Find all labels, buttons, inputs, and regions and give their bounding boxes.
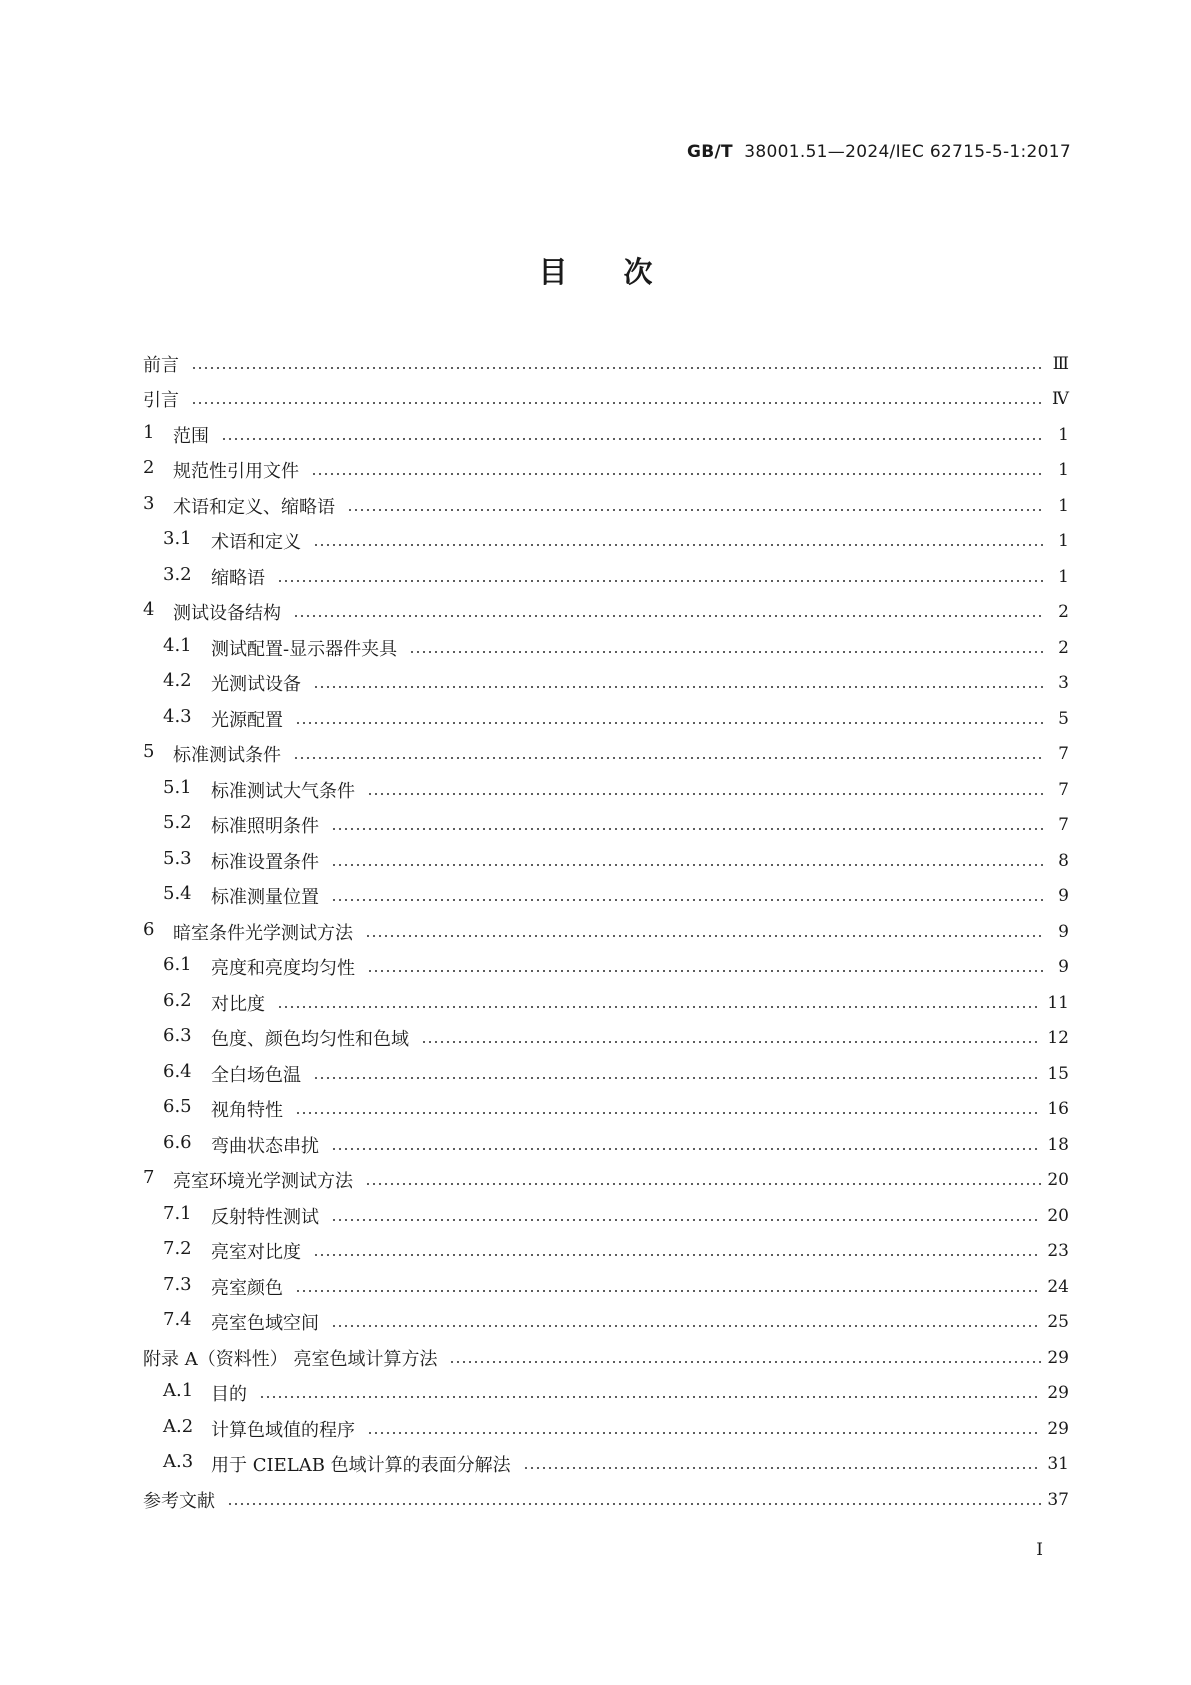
toc-entry-page: 31 (1047, 1454, 1069, 1475)
toc-entry[interactable] (143, 1376, 1069, 1412)
toc-leader-dots (367, 1432, 1041, 1434)
toc-entry-label (143, 1487, 221, 1513)
toc-entry-label (163, 1061, 307, 1087)
toc-entry-page: 1 (1058, 495, 1069, 516)
toc-entry-title: 暗室条件光学测试方法 (173, 922, 353, 944)
toc-entry-label (163, 1416, 361, 1442)
toc-entry[interactable] (143, 701, 1069, 737)
toc-entry[interactable] (143, 382, 1069, 418)
toc-entry-page: 24 (1047, 1276, 1069, 1297)
toc-entry-page: 1 (1058, 460, 1069, 481)
toc-entry-title: 术语和定义、缩略语 (173, 496, 335, 518)
toc-entry[interactable] (143, 1411, 1069, 1447)
toc-entry-page: 7 (1058, 779, 1069, 800)
toc-entry[interactable] (143, 879, 1069, 915)
toc-entry-page: 18 (1047, 1134, 1069, 1155)
toc-leader-dots (331, 1148, 1041, 1150)
toc-leader-dots (313, 1077, 1041, 1079)
toc-entry[interactable] (143, 1305, 1069, 1341)
toc-entry-title: 引言 (143, 390, 179, 412)
toc-entry[interactable] (143, 1092, 1069, 1128)
toc-entry[interactable] (143, 985, 1069, 1021)
toc-leader-dots (449, 1361, 1041, 1363)
toc-entry-title: 测试配置-显示器件夹具 (211, 638, 398, 660)
toc-entry-label (143, 741, 287, 767)
toc-entry-number: 5 (143, 741, 155, 763)
toc-entry-page: 2 (1058, 602, 1069, 623)
toc-entry-page: 7 (1058, 744, 1069, 765)
toc-entry-page: 1 (1058, 531, 1069, 552)
page-number: I (1036, 1540, 1043, 1560)
toc-leader-dots (367, 970, 1045, 972)
toc-leader-dots (293, 615, 1045, 617)
toc-leader-dots (331, 899, 1045, 901)
toc-entry[interactable] (143, 630, 1069, 666)
toc-entry-number: A.2 (163, 1415, 194, 1437)
toc-entry-title: 对比度 (211, 993, 265, 1015)
toc-entry-page: 16 (1047, 1099, 1069, 1120)
toc-entry-number: 4.3 (163, 705, 192, 727)
toc-entry-number: 5.3 (163, 847, 192, 869)
toc-entry-title: 全白场色温 (211, 1064, 301, 1086)
toc-entry-number: 6.6 (163, 1131, 192, 1153)
toc-entry-page: 3 (1058, 673, 1069, 694)
toc-entry-title: 标准设置条件 (211, 851, 319, 873)
toc-entry-number: 7.2 (163, 1238, 192, 1260)
toc-leader-dots (347, 509, 1045, 511)
toc-entry-number: 3.1 (163, 528, 192, 550)
toc-entry-title: 计算色域值的程序 (211, 1419, 355, 1441)
toc-entry-label (143, 599, 287, 625)
toc-entry-page: Ⅲ (1052, 353, 1069, 374)
toc-entry-title: 光源配置 (211, 709, 283, 731)
toc-entry-title: 亮室颜色 (211, 1277, 283, 1299)
toc-entry-label (143, 457, 305, 483)
toc-leader-dots (221, 438, 1045, 440)
toc-entry-label (143, 386, 185, 412)
toc-entry[interactable] (143, 417, 1069, 453)
toc-entry-title: 测试设备结构 (173, 603, 281, 625)
toc-entry-title: 标准测量位置 (211, 887, 319, 909)
toc-entry-page: 2 (1058, 637, 1069, 658)
toc-entry-number: A.1 (163, 1380, 194, 1402)
toc-entry[interactable] (143, 1269, 1069, 1305)
toc-leader-dots (365, 935, 1045, 937)
toc-leader-dots (259, 1396, 1041, 1398)
toc-entry-label (143, 351, 185, 377)
toc-entry[interactable] (143, 666, 1069, 702)
toc-entry-number: 3 (143, 492, 155, 514)
toc-leader-dots (295, 1112, 1041, 1114)
toc-entry-label (143, 493, 341, 519)
standard-prefix: GB/T (686, 142, 733, 162)
toc-entry-page: Ⅳ (1052, 389, 1069, 410)
toc-leader-dots (331, 828, 1045, 830)
toc-entry-page: 9 (1058, 921, 1069, 942)
table-of-contents (143, 346, 1069, 1518)
toc-entry[interactable] (143, 1163, 1069, 1199)
toc-entry-page: 11 (1047, 992, 1069, 1013)
toc-entry[interactable] (143, 1198, 1069, 1234)
toc-entry-page: 9 (1058, 886, 1069, 907)
toc-entry-title: 附录 A（资料性） 亮室色域计算方法 (143, 1348, 438, 1370)
toc-entry-number: 3.2 (163, 563, 192, 585)
toc-leader-dots (191, 367, 1045, 369)
toc-entry-page: 5 (1058, 708, 1069, 729)
toc-entry-title: 亮度和亮度均匀性 (211, 958, 355, 980)
toc-entry-label (163, 528, 307, 554)
toc-entry-number: 7.3 (163, 1273, 192, 1295)
toc-entry-label (163, 635, 403, 661)
toc-entry-title: 光测试设备 (211, 674, 301, 696)
toc-leader-dots (367, 793, 1045, 795)
toc-entry-label (163, 1096, 289, 1122)
toc-entry-number: 6.5 (163, 1096, 192, 1118)
toc-entry-label (163, 848, 325, 874)
toc-entry-page: 23 (1047, 1241, 1069, 1262)
toc-entry-label (163, 883, 325, 909)
toc-entry-title: 亮室对比度 (211, 1242, 301, 1264)
toc-entry[interactable] (143, 346, 1069, 382)
toc-entry-page: 9 (1058, 957, 1069, 978)
toc-entry[interactable] (143, 1447, 1069, 1483)
toc-entry-number: 4.1 (163, 634, 192, 656)
toc-leader-dots (277, 580, 1045, 582)
toc-entry-number: 7.1 (163, 1202, 192, 1224)
toc-leader-dots (295, 722, 1045, 724)
toc-entry[interactable] (143, 488, 1069, 524)
toc-entry-page: 20 (1047, 1170, 1069, 1191)
toc-entry-title: 弯曲状态串扰 (211, 1135, 319, 1157)
toc-entry[interactable] (143, 1234, 1069, 1270)
toc-leader-dots (227, 1503, 1041, 1505)
toc-entry-label (163, 564, 271, 590)
toc-leader-dots (421, 1041, 1041, 1043)
toc-leader-dots (331, 1219, 1041, 1221)
toc-entry-label (163, 706, 289, 732)
toc-leader-dots (311, 473, 1045, 475)
toc-entry-title: 亮室环境光学测试方法 (173, 1171, 353, 1193)
toc-leader-dots (295, 1290, 1041, 1292)
toc-entry-label (163, 1274, 289, 1300)
toc-entry-label (163, 1380, 253, 1406)
toc-entry-label (143, 1345, 443, 1371)
toc-leader-dots (331, 864, 1045, 866)
toc-entry-number: 6.4 (163, 1060, 192, 1082)
toc-entry-label (163, 777, 361, 803)
toc-entry-title: 标准测试大气条件 (211, 780, 355, 802)
toc-entry-number: 5.1 (163, 776, 192, 798)
toc-entry-label (143, 919, 359, 945)
toc-entry-label (163, 1309, 325, 1335)
toc-entry-title: 标准测试条件 (173, 745, 281, 767)
toc-entry[interactable] (143, 1127, 1069, 1163)
toc-entry-page: 25 (1047, 1312, 1069, 1333)
toc-entry-title: 反射特性测试 (211, 1206, 319, 1228)
toc-entry[interactable] (143, 1340, 1069, 1376)
toc-entry-title: 视角特性 (211, 1100, 283, 1122)
standard-id (687, 142, 1071, 162)
toc-entry[interactable] (143, 808, 1069, 844)
toc-entry-number: 6 (143, 918, 155, 940)
toc-entry-number: 6.1 (163, 954, 192, 976)
toc-entry-title: 参考文献 (143, 1490, 215, 1512)
toc-entry-page: 7 (1058, 815, 1069, 836)
toc-entry-title: 亮室色域空间 (211, 1313, 319, 1335)
page-title: 目次 (538, 255, 709, 289)
toc-entry-page: 20 (1047, 1205, 1069, 1226)
toc-leader-dots (365, 1183, 1041, 1185)
toc-entry-page: 29 (1047, 1418, 1069, 1439)
toc-leader-dots (277, 1006, 1041, 1008)
toc-entry[interactable] (143, 524, 1069, 560)
toc-entry-label (163, 812, 325, 838)
toc-leader-dots (293, 757, 1045, 759)
toc-entry-page: 8 (1058, 850, 1069, 871)
toc-entry-number: 2 (143, 457, 155, 479)
toc-entry-page: 29 (1047, 1383, 1069, 1404)
toc-leader-dots (523, 1467, 1042, 1469)
toc-entry-title: 规范性引用文件 (173, 461, 299, 483)
toc-entry[interactable] (143, 1021, 1069, 1057)
toc-entry-page: 29 (1047, 1347, 1069, 1368)
toc-entry-number: 5.4 (163, 883, 192, 905)
standard-number: 38001.51—2024/IEC 62715-5-1:2017 (744, 142, 1071, 162)
toc-entry-number: 7.4 (163, 1309, 192, 1331)
toc-entry[interactable] (143, 559, 1069, 595)
toc-entry-number: 4 (143, 599, 155, 621)
toc-entry[interactable] (143, 843, 1069, 879)
toc-leader-dots (409, 651, 1045, 653)
toc-entry-number: 1 (143, 421, 155, 443)
toc-leader-dots (191, 402, 1045, 404)
toc-entry-label (163, 1025, 415, 1051)
toc-entry-page: 37 (1047, 1489, 1069, 1510)
toc-leader-dots (313, 544, 1045, 546)
toc-entry-label (163, 990, 271, 1016)
toc-entry[interactable] (143, 453, 1069, 489)
toc-entry-number: 4.2 (163, 670, 192, 692)
toc-entry-label (143, 422, 215, 448)
toc-entry-number: 5.2 (163, 812, 192, 834)
toc-entry-title: 术语和定义 (211, 532, 301, 554)
toc-entry-label (163, 670, 307, 696)
toc-entry-title: 目的 (211, 1384, 247, 1406)
toc-entry-title: 范围 (173, 425, 209, 447)
toc-entry-page: 15 (1047, 1063, 1069, 1084)
toc-entry[interactable] (143, 737, 1069, 773)
toc-entry-page: 1 (1058, 566, 1069, 587)
toc-entry[interactable] (143, 772, 1069, 808)
toc-leader-dots (313, 1254, 1041, 1256)
toc-entry-title: 用于 CIELAB 色域计算的表面分解法 (211, 1455, 511, 1477)
toc-entry-label (163, 1132, 325, 1158)
toc-leader-dots (331, 1325, 1041, 1327)
toc-entry[interactable] (143, 950, 1069, 986)
toc-entry-number: 6.2 (163, 989, 192, 1011)
toc-entry-title: 色度、颜色均匀性和色域 (211, 1029, 409, 1051)
toc-entry[interactable] (143, 914, 1069, 950)
toc-entry-label (163, 1238, 307, 1264)
toc-entry[interactable] (143, 1056, 1069, 1092)
toc-entry-label (143, 1167, 359, 1193)
toc-entry-page: 12 (1047, 1028, 1069, 1049)
toc-entry-label (163, 1203, 325, 1229)
toc-entry-number: 7 (143, 1167, 155, 1189)
toc-entry-number: A.3 (163, 1451, 194, 1473)
toc-entry-number: 6.3 (163, 1025, 192, 1047)
toc-entry-label (163, 1451, 517, 1477)
toc-leader-dots (313, 686, 1045, 688)
toc-entry-title: 标准照明条件 (211, 816, 319, 838)
toc-entry-title: 前言 (143, 354, 179, 376)
toc-entry-page: 1 (1058, 424, 1069, 445)
toc-entry-label (163, 954, 361, 980)
toc-entry-title: 缩略语 (211, 567, 265, 589)
toc-entry[interactable] (143, 595, 1069, 631)
toc-entry[interactable] (143, 1482, 1069, 1518)
